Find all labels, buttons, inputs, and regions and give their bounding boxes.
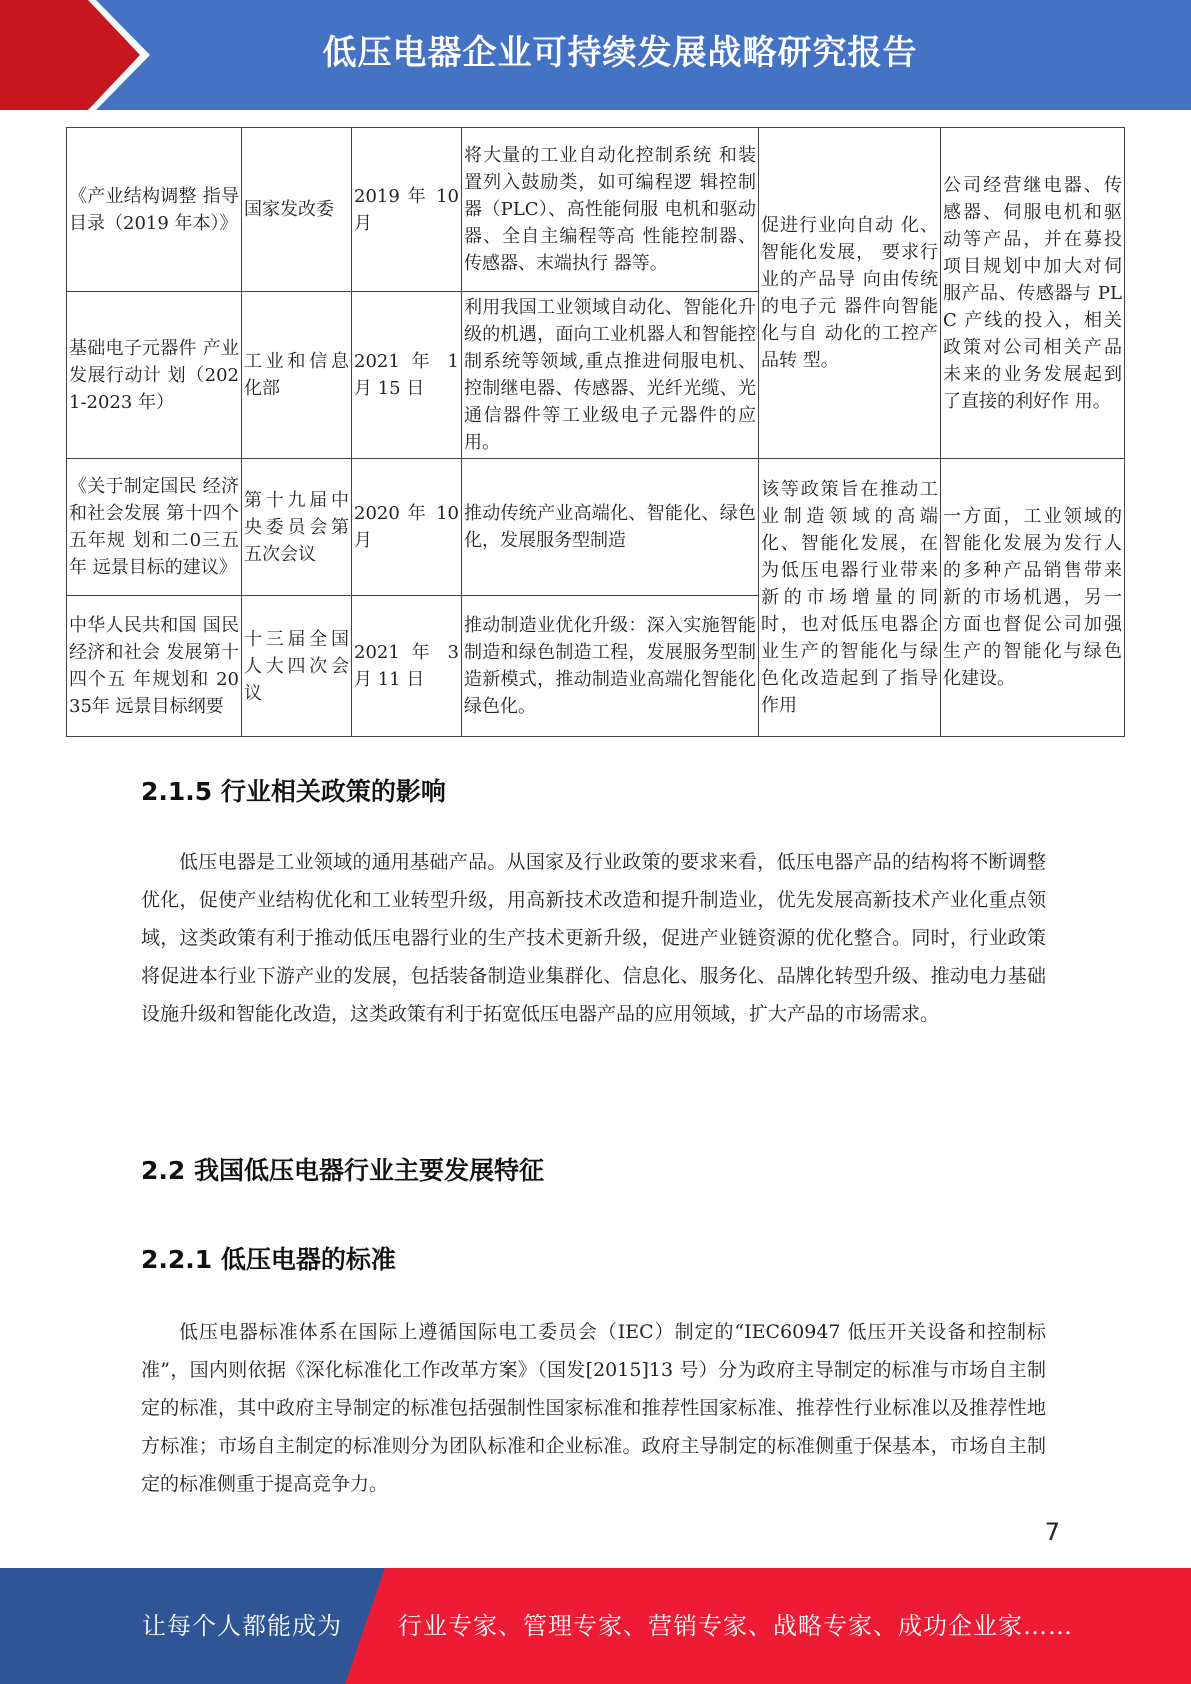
header-arrow-decoration [0,0,150,110]
policy-content-cell: 推动制造业优化升级：深入实施智能制造和绿色制造工程，发展服务型制造新模式，推动制造业高端化智能化绿色化。 [462,596,759,737]
issuer-cell: 工业和信息化部 [242,292,352,459]
date-cell: 2020 年 10 月 [352,459,462,596]
section-heading-2-2-1: 2.2.1 低压电器的标准 [141,1245,396,1274]
report-title: 低压电器企业可持续发展战略研究报告 [322,33,918,73]
table-row [67,459,1125,596]
policy-content-cell: 推动传统产业高端化、智能化、绿色化，发展服务型制造 [462,459,759,596]
company-impact-cell: 公司经营继电器、传感器、伺服电机和驱动等产品，并在募投项目规划中加大对伺服产品、传感器与 PLC 产线的投入，相关政策对公司相关产品未来的业务发展起到了直接的利好作 用。 [941,128,1125,459]
policy-name-cell: 《产业结构调整 指导目录（2019 年本）》 [67,128,242,292]
footer-slogan-right: 行业专家、管理专家、营销专家、战略专家、成功企业家…… [398,1612,1073,1640]
issuer-cell: 国家发改委 [242,128,352,292]
section-paragraph-2-1-5: 低压电器是工业领域的通用基础产品。从国家及行业政策的要求来看，低压电器产品的结构将不断调整优化，促使产业结构优化和工业转型升级，用高新技术改造和提升制造业，优先发展高新技术产业化重点领域，这类政策有利于推动低压电器行业的生产技术更新升级，促进产业链资源的优化整合。同时，行业政策将促进本行业下游产业的发展，包括装备制造业集群化、信息化、服务化、品牌化转型升级、推动电力基础设施升级和智能化改造，这类政策有利于拓宽低压电器产品的应用领域，扩大产品的市场需求。 [141,851,1046,1025]
issuer-cell: 第十九届中央委员会第五次会议 [242,459,352,596]
date-cell: 2019 年 10 月 [352,128,462,292]
date-cell: 2021 年 3 月 11 日 [352,596,462,737]
policy-table [66,127,1125,737]
industry-impact-cell: 促进行业向自动 化、智能化发展， 要求行业的产品导 向由传统的电子元 器件向智能化与自 动化的工控产品转 型。 [759,128,941,459]
section-paragraph-2-2-1: 低压电器标准体系在国际上遵循国际电工委员会（IEC）制定的“IEC60947 低压开关设备和控制标准”，国内则依据《深化标准化工作改革方案》（国发[2015]13 号）分为政府主导制定的标准与市场自主制定的标准，其中政府主导制定的标准包括强制性国家标准和推荐性国家标准、推荐性行业标准以及推荐性地方标准；市场自主制定的标准则分为团队标准和企业标准。政府主导制定的标准侧重于保基本，市场自主制定的标准侧重于提高竞争力。 [141,1321,1046,1495]
policy-name-cell: 基础电子元器件 产业发展行动计 划（2021-2023 年） [67,292,242,459]
footer-slogan-left: 让每个人都能成为 [142,1612,342,1640]
company-impact-cell: 一方面，工业领域的智能化发展为发行人的多种产品销售带来新的市场机遇，另一方面也督促公司加强生产的智能化与绿色化建设。 [941,459,1125,737]
page-footer [0,1568,1191,1684]
industry-impact-cell: 该等政策旨在推动工业制造领域的高端化、智能化发展，在为低压电器行业带来新的市场增量的同时，也对低压电器企业生产的智能化与绿色化改造起到了指导作用 [759,459,941,737]
date-cell: 2021 年 1 月 15 日 [352,292,462,459]
page-number: 7 [1044,1518,1060,1546]
policy-name-cell: 中华人民共和国 国民经济和社会 发展第十四个五 年规划和 2035年 远景目标纲要 [67,596,242,737]
policy-content-cell: 将大量的工业自动化控制系统 和装置列入鼓励类，如可编程逻 辑控制器（PLC）、高性能伺服 电机和驱动器、全自主编程等高 性能控制器、传感器、末端执行 器等。 [462,128,759,292]
page-header [0,0,1191,110]
table-row [67,128,1125,292]
policy-name-cell: 《关于制定国民 经济和社会发展 第十四个五年规 划和二0三五年 远景目标的建议》 [67,459,242,596]
issuer-cell: 十三届全国人大四次会议 [242,596,352,737]
section-heading-2-1-5: 2.1.5 行业相关政策的影响 [141,777,446,806]
policy-content-cell: 利用我国工业领域自动化、智能化升级的机遇，面向工业机器人和智能控制系统等领域,重点推进伺服电机、控制继电器、传感器、光纤光缆、光通信器件等工业级电子元器件的应用。 [462,292,759,459]
section-heading-2-2: 2.2 我国低压电器行业主要发展特征 [141,1156,544,1185]
